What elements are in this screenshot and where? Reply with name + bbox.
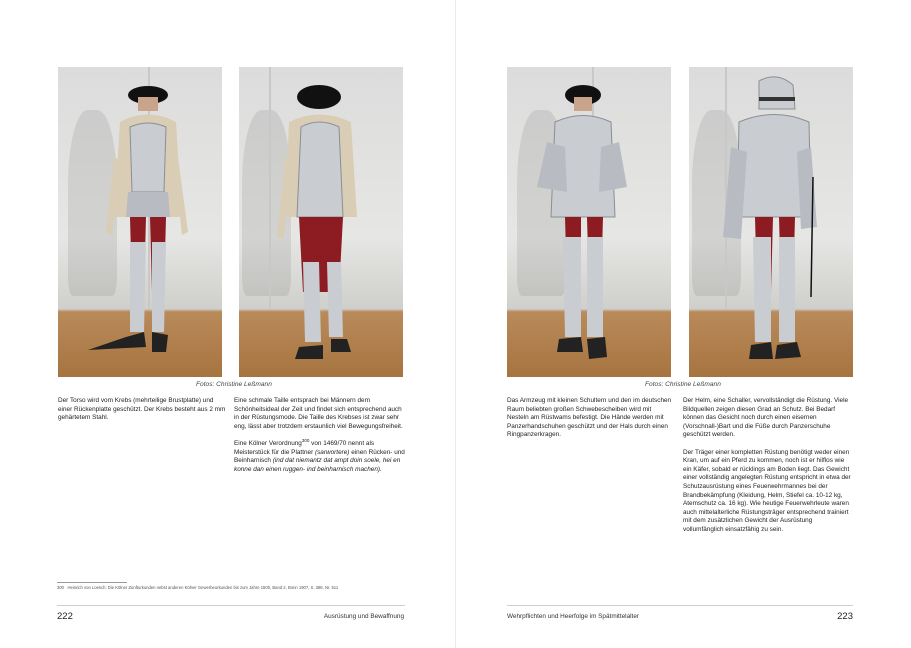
footnote-ref: 300 — [301, 437, 310, 443]
footnote-number: 300 — [57, 585, 64, 590]
armored-figure-front — [58, 67, 222, 377]
footnote — [57, 585, 338, 590]
left-column-2 — [234, 397, 406, 483]
footnote-text: Heinrich von Loesch: Die Kölner Zunfturkunden nebst anderen Kölner Gewerbeurkunden bis zum Jahre 1500, Band 2, Bonn 1907, S. 388, Nr. 511 — [67, 585, 339, 590]
armored-figure-back — [239, 67, 403, 377]
left-column-1 — [58, 397, 226, 431]
photo-front-torso — [58, 67, 222, 377]
photo-credit-right: Fotos: Christine Leßmann — [645, 381, 721, 388]
italic-term: (sarwortere) — [314, 448, 350, 456]
photo-full-armor — [689, 67, 853, 377]
paragraph: Der Helm, eine Schaller, vervollständigt die Rüstung. Viele Bildquellen zeigen diesen Grad an Schutz. Bei Bedarf können das Gesicht noch durch einen eisernen (Vorschnall-)Bart und die Füße durch Panzerschuhe geschützt werden. — [683, 397, 849, 439]
right-column-2 — [683, 397, 853, 543]
footer-divider-right — [507, 605, 853, 606]
paragraph: Eine schmale Taille entsprach bei Männern dem Schönheitsideal der Zeit und findet sich entsprechend auch in der Rüstungsmode. Die Taille des Krebses ist zwar sehr eng, lässt aber trotzdem erstaunlich viel Bewegungsfreiheit. — [234, 397, 403, 430]
page-number-right: 223 — [837, 611, 853, 622]
armored-figure-arms — [507, 67, 671, 377]
right-column-1 — [507, 397, 673, 449]
italic-quote: (ind dat niemantz dat ampt doin soele, hei en konne dan einen ruggen- ind beinharnisch machen). — [234, 457, 401, 473]
running-title-right: Wehrpflichten und Heerfolge im Spätmittelalter — [507, 613, 640, 620]
photo-credit-left: Fotos: Christine Leßmann — [196, 381, 272, 388]
photo-back-torso — [239, 67, 403, 377]
text-run: Eine Kölner Verordnung — [234, 439, 302, 447]
text-run: einen Rücken- und Beinharnisch — [234, 448, 405, 465]
footnote-divider — [57, 582, 127, 583]
running-title-left: Ausrüstung und Bewaffnung — [323, 613, 404, 620]
armored-figure-full — [689, 67, 853, 377]
page-number-left: 222 — [57, 611, 73, 622]
photo-arm-harness — [507, 67, 671, 377]
text-run: von 1469/70 nennt als Meisterstück für die Plattner — [234, 439, 375, 456]
gutter — [455, 0, 456, 648]
paragraph — [234, 437, 406, 474]
paragraph: Das Armzeug mit kleinen Schultern und den im deutschen Raum beliebten großen Schwebescheiben wird mit Nesteln am Rüstwams befestigt. Die Hände werden mit Panzerhandschuhen geschützt und der Hals durch einen Ringpanzerkragen. — [507, 397, 672, 439]
footer-divider-left — [57, 605, 405, 606]
paragraph: Der Torso wird vom Krebs (mehrteilige Brustplatte) und einer Rückenplatte geschützt. Der Krebs besteht aus 2 mm gehärtetem Stahl. — [58, 397, 226, 422]
paragraph: Der Träger einer kompletten Rüstung benötigt weder einen Kran, um auf ein Pferd zu kommen, noch ist er hilflos wie ein Käfer, sobald er rücklings am Boden liegt. Das Gewicht einer vollständig angelegten Rüstung entspricht in etwa der Schutzausrüstung eines Feuerwehrmannes bei der Brandbekämpfung (Kleidung, Helm, Stiefel ca. 10-12 kg, Atemschutz ca. 16 kg). Wie heutige Feuerwehrleute waren auch mittelalterliche Rüstungsträger entsprechend trainiert mit dem zusätzlichen Gewicht der Ausrüstung vollumfänglich einsatzfähig zu sein. — [683, 448, 851, 533]
